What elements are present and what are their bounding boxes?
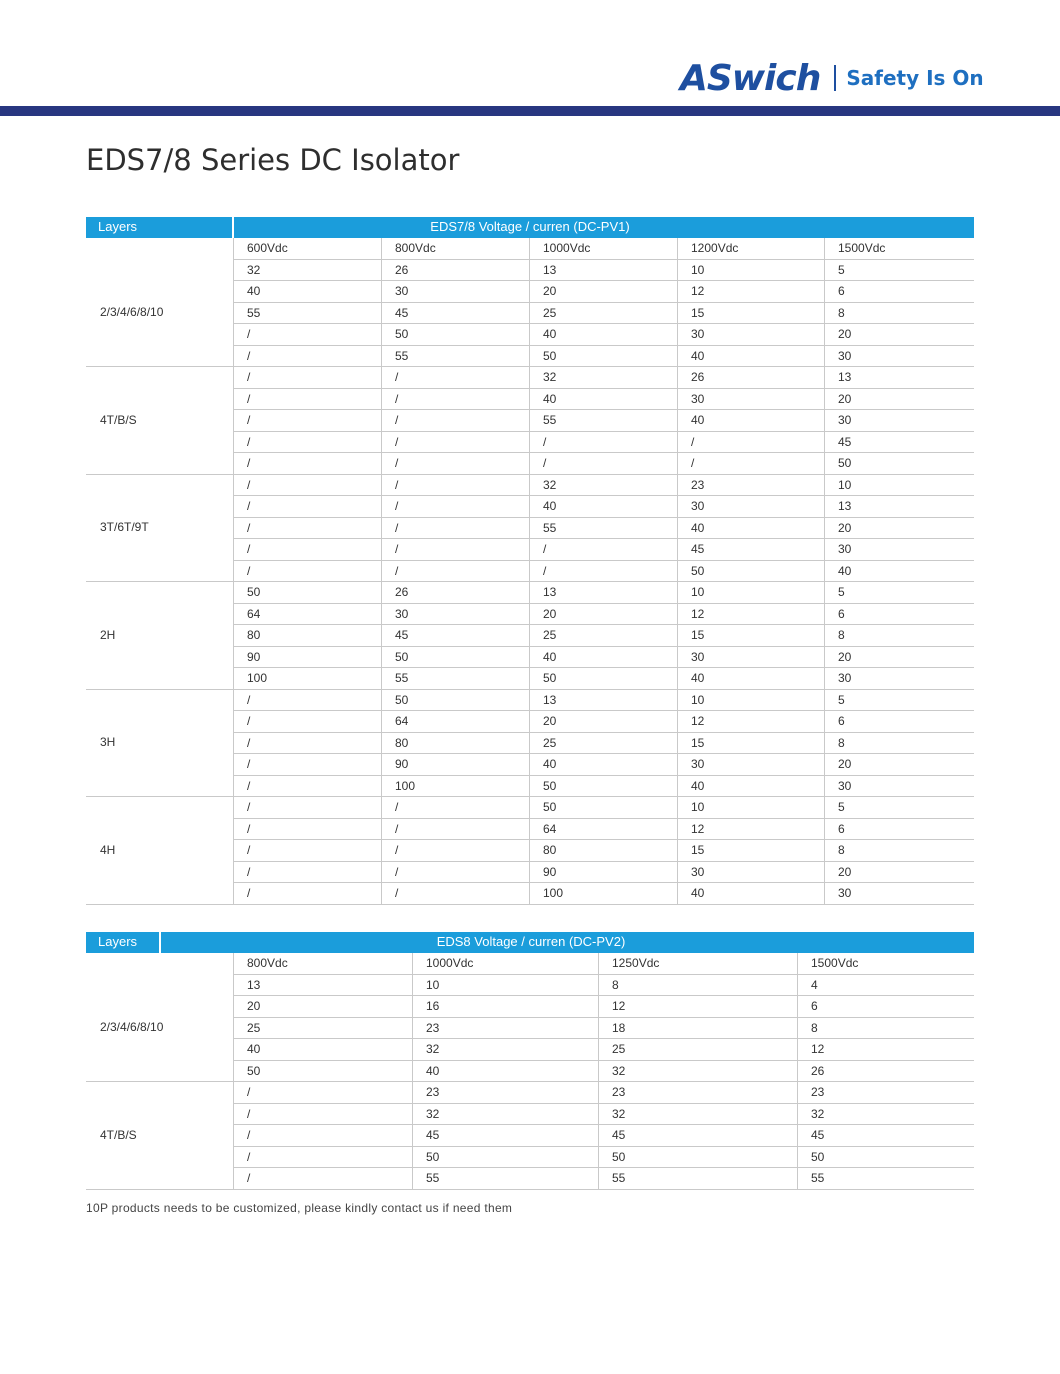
table-cell: 100 [543,886,564,900]
table-cell: 30 [395,606,409,621]
table-cell: 20 [838,757,852,771]
table-cell: 30 [838,886,852,900]
table-cell: / [247,757,251,771]
table-row [233,1018,974,1040]
table-row [233,776,974,798]
table-cell: 12 [811,1042,825,1056]
layers-header: Layers [98,219,138,234]
table-cell: / [247,327,251,341]
table-row [233,754,974,776]
table-cell: 90 [247,649,261,664]
table-cell: 32 [612,1106,626,1121]
column-divider [381,238,382,905]
table-cell: / [395,499,399,513]
table-cell: 8 [838,735,845,750]
table-cell: 45 [838,434,852,449]
column-header: 800Vdc [247,956,288,970]
column-header-row [233,953,974,975]
table-cell: 6 [838,284,845,298]
table-cell: 40 [691,671,705,685]
group-divider [86,1081,233,1082]
column-header: 1000Vdc [426,956,474,970]
table-cell: 100 [247,671,268,685]
table-cell: / [247,1128,251,1142]
table-cell: 13 [543,585,557,599]
table-cell: 50 [247,1063,261,1078]
table-cell: 25 [247,1020,261,1035]
table-row [233,797,974,819]
table-cell: / [691,434,695,449]
table-title: EDS7/8 Voltage / curren (DC-PV1) [430,219,630,234]
column-header: 1500Vdc [811,956,859,970]
table-cell: 12 [691,284,705,298]
table-cell: 55 [612,1171,626,1185]
table-cell: / [247,520,251,535]
table-cell: 40 [691,886,705,900]
table-cell: 8 [838,843,845,857]
table-cell: 15 [691,305,705,320]
table-cell: 32 [426,1106,440,1121]
table-cell: 30 [838,671,852,685]
table-cell: 30 [691,649,705,664]
table-row [233,1039,974,1061]
table-cell: 40 [543,757,557,771]
column-header: 1500Vdc [838,241,886,255]
group-divider [86,474,233,475]
footnote: 10P products needs to be customized, please kindly contact us if need them [86,1201,513,1215]
column-divider [824,238,825,905]
table-cell: 40 [247,284,261,298]
table-cell: / [395,477,399,492]
table-cell: 13 [247,977,261,992]
table-cell: 55 [811,1171,825,1185]
table-cell: 45 [612,1128,626,1142]
table-cell: / [247,800,251,814]
table-row [233,561,974,583]
layer-group-label: 3T/6T/9T [100,520,149,535]
table-cell: 50 [811,1149,825,1164]
table-cell: 40 [543,391,557,406]
column-header-row [233,238,974,260]
table-cell: 55 [543,413,557,427]
table-cell: 40 [691,520,705,535]
table-cell: 13 [543,262,557,277]
table-cell: 26 [691,370,705,384]
table-cell: 25 [543,735,557,750]
column-divider [412,953,413,1190]
table-row [233,475,974,497]
page-title: EDS7/8 Series DC Isolator [86,143,460,177]
table-cell: 40 [838,563,852,578]
table-cell: 12 [691,821,705,836]
column-header: 1000Vdc [543,241,591,255]
table-cell: 45 [395,305,409,320]
table-row [233,975,974,997]
table-cell: 45 [426,1128,440,1142]
table-cell: 45 [811,1128,825,1142]
table-cell: 64 [395,714,409,728]
table-cell: / [543,434,547,449]
table-cell: 26 [395,262,409,277]
table-cell: 40 [543,327,557,341]
table-row [233,996,974,1018]
column-header: 1200Vdc [691,241,739,255]
table-cell: 10 [838,477,852,492]
table-row [233,518,974,540]
table-cell: 5 [838,692,845,707]
table-row [233,410,974,432]
table-cell: 10 [426,977,440,992]
table-row [233,647,974,669]
table-cell: / [395,800,399,814]
table-header [86,932,974,953]
table-cell: 16 [426,999,440,1013]
table-cell: 18 [612,1020,626,1035]
column-divider [797,953,798,1190]
table-cell: 30 [838,348,852,363]
table-cell: 50 [543,671,557,685]
table-cell: 30 [691,391,705,406]
table-row [233,733,974,755]
table-cell: 23 [426,1085,440,1099]
table-cell: 25 [612,1042,626,1056]
table-cell: 13 [838,499,852,513]
table-cell: 20 [543,714,557,728]
table-cell: 50 [691,563,705,578]
logo-divider [834,65,836,91]
table-cell: 40 [543,499,557,513]
table-cell: 13 [838,370,852,384]
table-row [233,625,974,647]
table-cell: 30 [838,542,852,556]
table-cell: / [395,864,399,879]
brand-name: ASwich [680,57,821,99]
table-cell: 5 [838,800,845,814]
table-row [233,389,974,411]
table-cell: 20 [838,864,852,879]
table-row [233,432,974,454]
table-cell: 64 [247,606,261,621]
group-divider [86,796,233,797]
table-cell: 40 [543,649,557,664]
layer-group-label: 4H [100,842,116,857]
table-cell: 30 [691,499,705,513]
table-cell: / [247,821,251,836]
brand-logo [680,58,984,98]
column-divider [677,238,678,905]
table-cell: 64 [543,821,557,836]
table-cell: / [247,735,251,750]
table-cell: / [247,864,251,879]
table-cell: 55 [426,1171,440,1185]
table-cell: / [247,1149,251,1164]
column-header: 1250Vdc [612,956,660,970]
table-row [233,260,974,282]
table-cell: 30 [691,327,705,341]
table-cell: 15 [691,843,705,857]
table-cell: / [395,391,399,406]
table-cell: 55 [395,348,409,363]
table-cell: 30 [691,757,705,771]
table-row [233,453,974,475]
table-cell: / [395,821,399,836]
table-row [233,1147,974,1169]
table-cell: / [247,542,251,556]
table-row [233,1125,974,1147]
group-divider [86,366,233,367]
table-cell: 10 [691,800,705,814]
table-title: EDS8 Voltage / curren (DC-PV2) [436,934,626,949]
table-cell: 50 [543,778,557,793]
group-divider [86,904,233,905]
table-row [233,862,974,884]
table-cell: 100 [395,778,416,793]
table-cell: 55 [395,671,409,685]
table-cell: / [543,456,547,470]
table-cell: 5 [838,585,845,599]
table-row [233,281,974,303]
table-cell: / [395,886,399,900]
table-cell: 32 [247,262,261,277]
table-row [233,582,974,604]
table-cell: 6 [811,999,818,1013]
table-cell: / [395,456,399,470]
table-cell: / [395,434,399,449]
table-cell: 23 [426,1020,440,1035]
group-divider [86,689,233,690]
table-cell: / [247,348,251,363]
table-cell: / [247,434,251,449]
table-cell: 13 [543,692,557,707]
table-cell: / [395,520,399,535]
layer-group-label: 4T/B/S [100,412,137,427]
table-cell: 15 [691,628,705,642]
table-cell: 10 [691,585,705,599]
table-header [86,217,974,238]
table-row [233,840,974,862]
table-cell: 25 [543,628,557,642]
table-cell: 50 [247,585,261,599]
table-cell: / [247,714,251,728]
column-divider [598,953,599,1190]
table-cell: 55 [247,305,261,320]
table-cell: 50 [395,327,409,341]
table-cell: 32 [811,1106,825,1121]
table-row [233,1082,974,1104]
table-cell: 50 [395,649,409,664]
table-cell: / [247,692,251,707]
table-cell: 32 [612,1063,626,1078]
table-cell: 30 [838,413,852,427]
table-cell: 23 [691,477,705,492]
table-cell: 26 [811,1063,825,1078]
table-cell: 90 [395,757,409,771]
table-cell: 55 [543,520,557,535]
table-row [233,668,974,690]
table-cell: 6 [838,821,845,836]
table-cell: 80 [247,628,261,642]
table-cell: / [247,413,251,427]
table-cell: / [247,843,251,857]
table-cell: 50 [543,348,557,363]
table-cell: 23 [612,1085,626,1099]
table-cell: 12 [691,714,705,728]
table-cell: 20 [838,327,852,341]
table-cell: 8 [838,305,845,320]
table-cell: / [247,370,251,384]
table-cell: / [395,843,399,857]
table-cell: / [247,1171,251,1185]
table-row [233,367,974,389]
table-row [233,819,974,841]
column-divider [233,238,234,905]
brand-tagline: Safety Is On [846,66,984,90]
table-cell: 50 [426,1149,440,1164]
table-cell: 32 [543,477,557,492]
table-cell: 20 [543,284,557,298]
table-row [233,1061,974,1083]
table-cell: 20 [543,606,557,621]
table-cell: / [395,563,399,578]
table-row [233,1104,974,1126]
table-cell: / [247,391,251,406]
table-cell: 15 [691,735,705,750]
table-cell: 45 [691,542,705,556]
table-cell: 30 [838,778,852,793]
layers-header: Layers [98,934,138,949]
column-header: 600Vdc [247,241,288,255]
table-cell: 20 [838,649,852,664]
layer-group-label: 4T/B/S [100,1127,137,1142]
table-cell: 32 [543,370,557,384]
table-cell: 4 [811,977,818,992]
table-cell: 6 [838,714,845,728]
table-cell: 12 [691,606,705,621]
table-cell: / [395,542,399,556]
table-cell: 6 [838,606,845,621]
layer-group-label: 2/3/4/6/8/10 [100,1020,164,1035]
table-cell: 10 [691,262,705,277]
table-cell: 20 [838,520,852,535]
table-cell: 8 [838,628,845,642]
table-cell: 50 [543,800,557,814]
table-eds78 [86,217,974,905]
header-bar [0,106,1060,116]
table-cell: 50 [838,456,852,470]
table-cell: 23 [811,1085,825,1099]
table-cell: / [247,563,251,578]
table-cell: / [247,477,251,492]
table-cell: 32 [426,1042,440,1056]
table-cell: 26 [395,585,409,599]
table-row [233,539,974,561]
table-cell: 30 [395,284,409,298]
table-row [233,324,974,346]
table-cell: / [247,1085,251,1099]
layer-group-label: 3H [100,735,116,750]
table-cell: 40 [247,1042,261,1056]
column-divider [233,953,234,1190]
layer-group-label: 2/3/4/6/8/10 [100,305,164,320]
column-header: 800Vdc [395,241,436,255]
table-cell: 50 [612,1149,626,1164]
table-cell: 30 [691,864,705,879]
group-divider [86,581,233,582]
table-row [233,1168,974,1190]
table-cell: / [395,370,399,384]
table-cell: 50 [395,692,409,707]
table-cell: 40 [426,1063,440,1078]
table-cell: 45 [395,628,409,642]
column-divider [529,238,530,905]
group-divider [86,1189,233,1190]
table-cell: / [247,778,251,793]
table-cell: / [247,456,251,470]
table-row [233,496,974,518]
table-cell: 40 [691,413,705,427]
table-row [233,346,974,368]
table-cell: 20 [247,999,261,1013]
table-eds8 [86,932,974,1191]
table-row [233,690,974,712]
table-cell: 80 [395,735,409,750]
table-row [233,604,974,626]
table-cell: / [247,499,251,513]
table-cell: 20 [838,391,852,406]
table-cell: 40 [691,778,705,793]
table-cell: 8 [811,1020,818,1035]
table-cell: / [543,563,547,578]
table-cell: 25 [543,305,557,320]
table-cell: 40 [691,348,705,363]
table-row [233,711,974,733]
table-cell: 10 [691,692,705,707]
layer-group-label: 2H [100,627,116,642]
table-cell: 90 [543,864,557,879]
table-cell: / [691,456,695,470]
table-cell: 8 [612,977,619,992]
table-cell: / [247,886,251,900]
table-cell: 5 [838,262,845,277]
table-row [233,883,974,905]
table-cell: / [543,542,547,556]
table-row [233,303,974,325]
table-cell: 12 [612,999,626,1013]
table-cell: / [247,1106,251,1121]
table-cell: / [395,413,399,427]
table-cell: 80 [543,843,557,857]
